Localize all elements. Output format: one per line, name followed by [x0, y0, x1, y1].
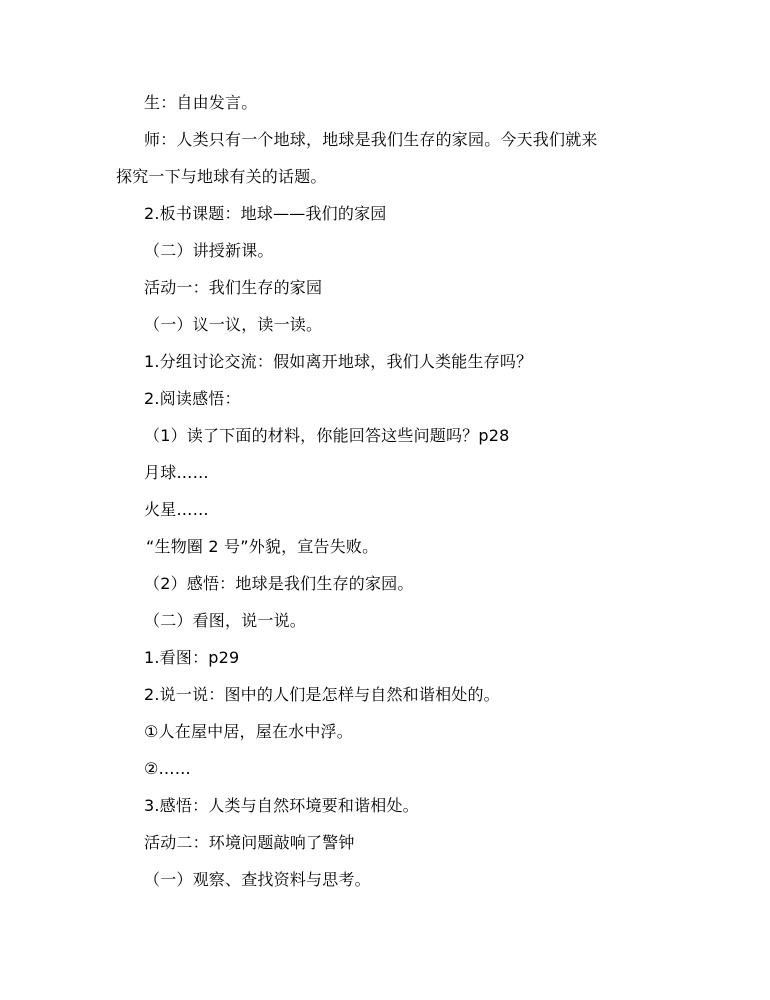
paragraph-line: （1）读了下面的材料，你能回答这些问题吗？p28 — [144, 426, 510, 445]
paragraph-line: ②…… — [144, 759, 191, 778]
paragraph-line: 生：自由发言。 — [144, 93, 258, 112]
paragraph-line-continuation: 探究一下与地球有关的话题。 — [116, 167, 327, 186]
paragraph-line: 2.说一说：图中的人们是怎样与自然和谐相处的。 — [144, 685, 500, 704]
paragraph-line: “生物圈 2 号”外貌，宣告失败。 — [146, 537, 379, 556]
subsection-heading: （二）看图，说一说。 — [144, 611, 307, 630]
section-heading: （二）讲授新课。 — [144, 241, 274, 260]
paragraph-line: 2.板书课题：地球——我们的家园 — [144, 204, 387, 223]
paragraph-line: 1.分组讨论交流：假如离开地球，我们人类能生存吗？ — [144, 352, 533, 371]
paragraph-line: 2.阅读感悟： — [144, 389, 241, 408]
activity-heading: 活动二：环境问题敲响了警钟 — [144, 833, 355, 852]
paragraph-line: 月球…… — [144, 463, 209, 482]
paragraph-line: （2）感悟：地球是我们生存的家园。 — [144, 574, 414, 593]
activity-heading: 活动一：我们生存的家园 — [144, 278, 323, 297]
paragraph-line: 3.感悟：人类与自然环境要和谐相处。 — [144, 796, 419, 815]
paragraph-line: 师：人类只有一个地球，地球是我们生存的家园。今天我们就来 — [144, 130, 598, 149]
subsection-heading: （一）观察、查找资料与思考。 — [144, 870, 371, 889]
paragraph-line: 火星…… — [144, 500, 209, 519]
paragraph-line: 1.看图：p29 — [144, 648, 240, 667]
paragraph-line: ①人在屋中居，屋在水中浮。 — [144, 722, 353, 741]
subsection-heading: （一）议一议，读一读。 — [144, 315, 323, 334]
